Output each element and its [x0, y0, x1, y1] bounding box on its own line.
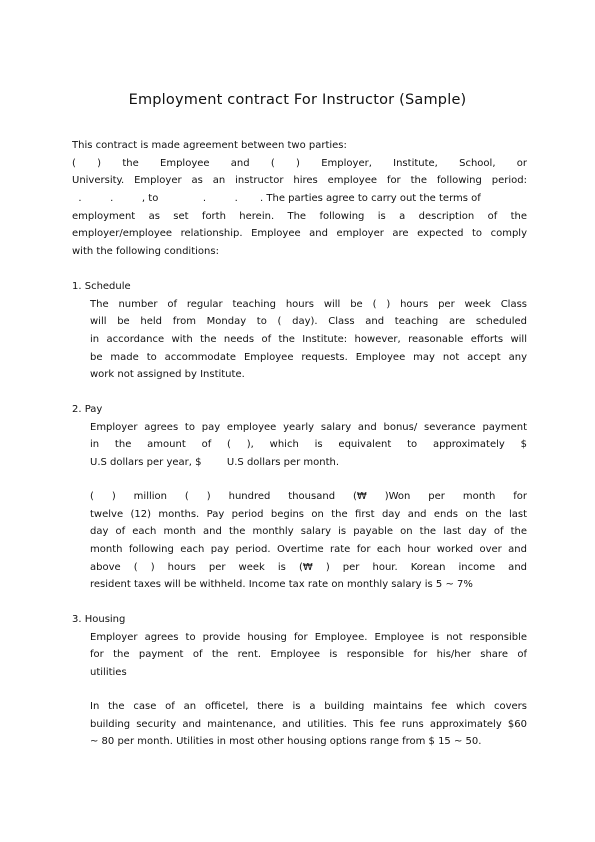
section-line: Employer agrees to provide housing for Employee. Employee is not responsible	[90, 631, 527, 643]
section-heading: 1. Schedule	[72, 281, 131, 292]
section-line: in the amount of ( ), which is equivalent to approximately $	[90, 439, 527, 451]
section-heading: 2. Pay	[72, 404, 103, 415]
section-line: will be held from Monday to ( day). Class and teaching are scheduled	[90, 316, 527, 328]
intro-line: ( ) the Employee and ( ) Employer, Institute, School, or	[72, 157, 527, 169]
document-title: Employment contract For Instructor (Sample)	[128, 92, 467, 108]
intro-line: University. Employer as an instructor hires employee for the following period:	[72, 175, 527, 187]
section-line: be made to accommodate Employee requests. Employee may not accept any	[90, 351, 527, 363]
intro-paragraph	[72, 137, 527, 261]
intro-line: employer/employee relationship. Employee and employer are expected to comply	[72, 228, 527, 240]
section-line: The number of regular teaching hours will be ( ) hours per week Class	[90, 298, 527, 310]
housing-details	[72, 698, 527, 751]
section-line: In the case of an officetel, there is a building maintains fee which covers	[90, 701, 527, 712]
section-line: twelve (12) months. Pay period begins on the first day and ends on the last	[90, 508, 527, 520]
section-line: utilities	[90, 667, 127, 679]
section-line: U.S dollars per year, $ U.S dollars per month.	[90, 457, 340, 469]
section-line: resident taxes will be withheld. Income tax rate on monthly salary is 5 ~ 7%	[90, 579, 473, 591]
section-schedule	[72, 278, 527, 384]
section-heading: 3. Housing	[72, 614, 126, 625]
section-line: in accordance with the needs of the Institute: however, reasonable efforts will	[90, 334, 527, 346]
section-line: month following each pay period. Overtime rate for each hour worked over and	[90, 544, 527, 556]
section-housing	[72, 611, 527, 682]
section-line: work not assigned by Institute.	[90, 369, 245, 381]
section-line: for the payment of the rent. Employee is responsible for his/her share of	[90, 649, 527, 661]
intro-line: employment as set forth herein. The following is a description of the	[72, 210, 527, 222]
section-line: building security and maintenance, and utilities. This fee runs approximately $60	[90, 718, 527, 730]
section-line: above ( ) hours per week is (₩ ) per hour. Korean income and	[90, 561, 527, 573]
section-line: day of each month and the monthly salary is payable on the last day of the	[90, 526, 527, 538]
intro-line: with the following conditions:	[72, 246, 219, 258]
section-line: ( ) million ( ) hundred thousand (₩ )Won per month for	[90, 491, 527, 502]
intro-line: This contract is made agreement between two parties:	[72, 140, 347, 151]
intro-line: . . , to . . . The parties agree to carry out the terms of	[72, 193, 481, 205]
section-pay	[72, 401, 527, 472]
section-line: ~ 80 per month. Utilities in most other housing options range from $ 15 ~ 50.	[90, 736, 482, 748]
section-line: Employer agrees to pay employee yearly salary and bonus/ severance payment	[90, 421, 527, 433]
pay-details	[72, 488, 527, 594]
